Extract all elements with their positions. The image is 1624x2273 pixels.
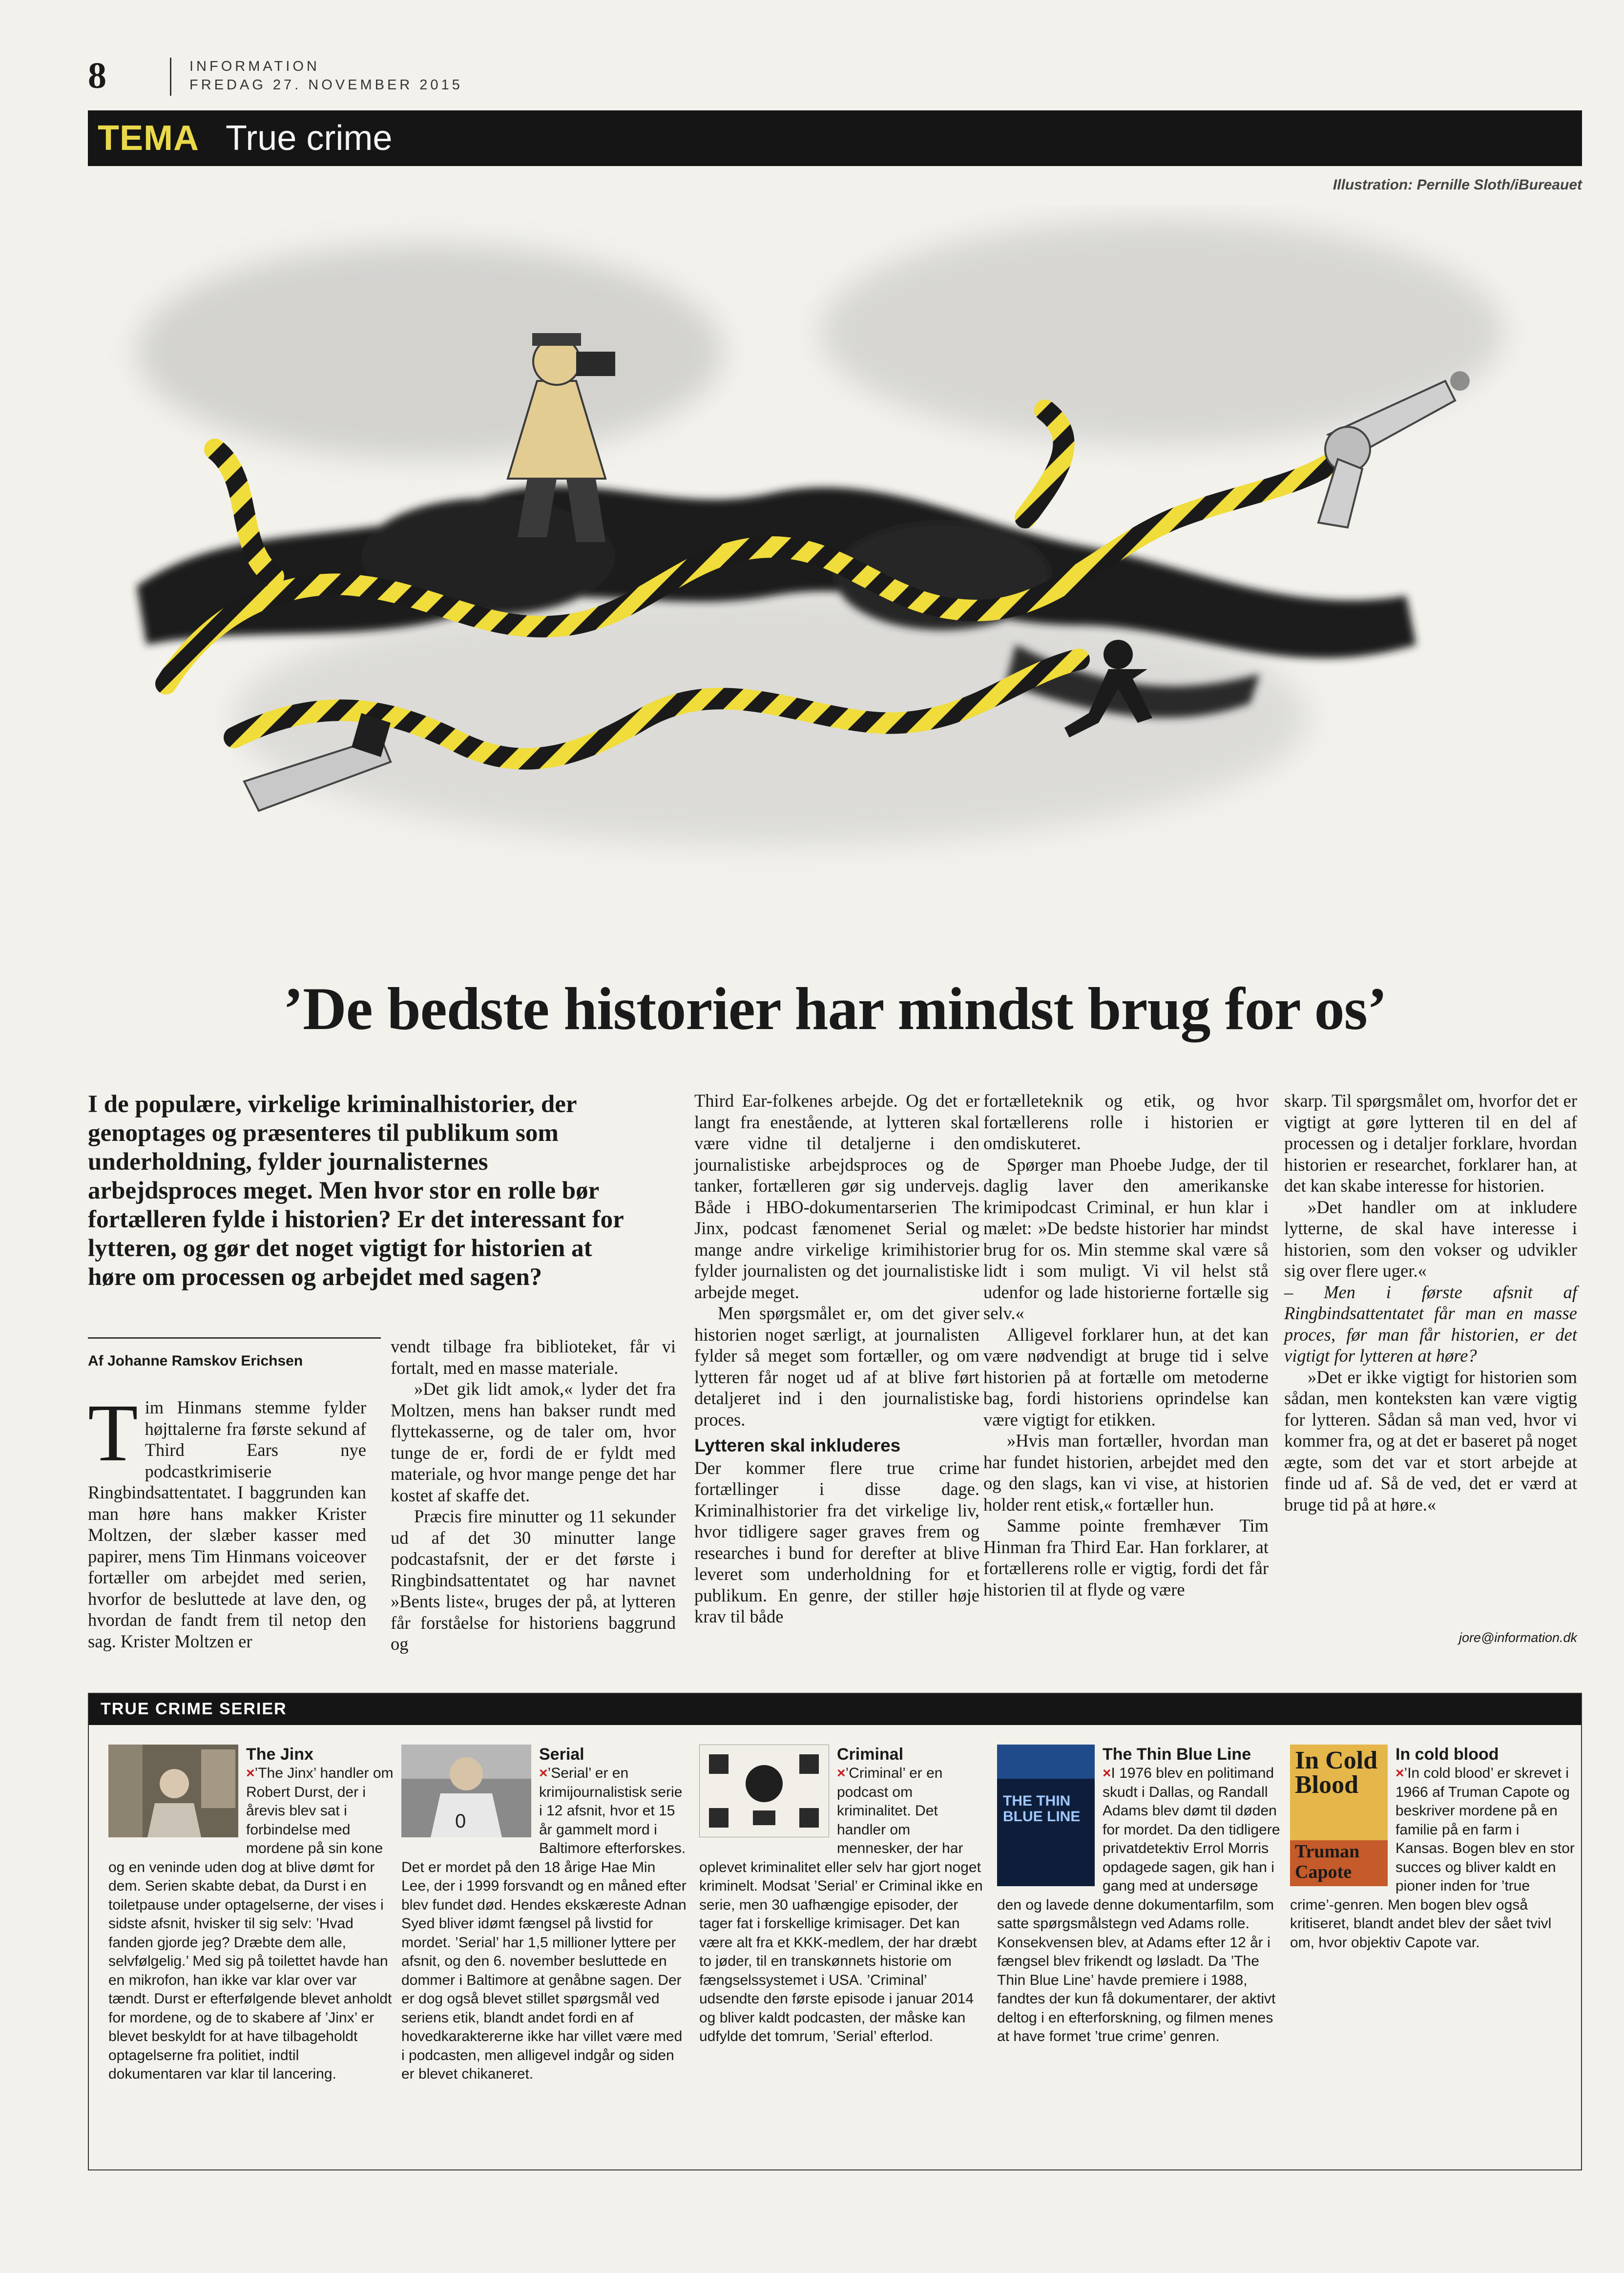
entry-text: ’Serial’ er en krimijournalistisk serie i 12 afsnit, hvor et 15 år gammelt mord i Baltimore efterforskes. Det er mordet på den 18 årige Hae Min Lee, der i 1999 forsvandt og en måned efter blev fundet død. Hendes ekskæreste Adnan Syed bliver idømt fængsel på livstid for mordet. ’Serial’ har 1,5 millioner lyttere per afsnit, og den 6. november besluttede en dommer i Baltimore at genåbne sagen. Der er dog også blevet stillet spørgsmål ved seriens etik, blandt andet fordi en af hovedkaraktererne ikke har villet være med i podcasten, men alligevel indgår og siden er blevet chikaneret.	[401, 1765, 687, 2082]
red-x-icon: ×	[1395, 1765, 1404, 1781]
drop-cap: T	[88, 1388, 138, 1478]
entry-title: In cold blood	[1395, 1745, 1499, 1764]
sidebar-entry-criminal	[699, 1745, 984, 2046]
sidebar-entry-serial	[401, 1745, 687, 2084]
paper-name: INFORMATION	[189, 59, 320, 74]
article-column-1	[88, 1388, 366, 1652]
sidebar-entry-the-jinx	[108, 1745, 394, 2084]
lead-paragraph: I de populære, virkelige kriminalhistorier, der genoptages og præsenteres til publikum som underholdning, fylder journalisternes arbejdsproces meget. Men hvor stor en rolle bør fortælleren fylde i historien? Er det interessant for lytteren, og gør det noget vigtigt for historien at høre om processen og arbejdet med sagen?	[88, 1091, 624, 1291]
entry-text: ’The Jinx’ handler om Robert Durst, der i årevis blev sat i forbindelse med mordene på sin kone og en veninde uden dog at blive dømt for dem. Serien skabte debat, da Durst i en toiletpause under optagelserne, der vises i sidste afsnit, hvisker til sig selv: ’Hvad fanden gjorde jeg? Dræbte dem alle, selvfølgelig.’ Med sig på toilettet havde han en mikrofon, han ikke var klar over var tændt. Durst er efterfølgende blevet anholdt for mordene, og de to skabere af ’Jinx’ er blevet beskyldt for at have tilbageholdt optagelserne fra politiet, indtil dokumentaren var klar til lancering.	[108, 1765, 394, 2082]
article-text: im Hinmans stemme fylder højttalerne fra første sekund af Third Ears nye podcastkrimiserie Ringbindsattentatet. I baggrunden kan man høre hans makker Krister Moltzen, der slæber kasser med papirer, mens Tim Hinmans voiceover fortæller om arbejdet med serien, hvorfor de besluttede at lave den, og hvordan de fandt frem til netop den sag. Krister Moltzen er	[88, 1397, 366, 1651]
article-paragraph: Præcis fire minutter og 11 sekunder ud af det 30 minutter lange podcastafsnit, der er det første i Ringbindsattentatet og har navnet »Bents liste«, bruges der på, at lytteren får forståelse for historiens baggrund og	[391, 1506, 676, 1654]
sidebar-title: TRUE CRIME SERIER	[101, 1700, 287, 1718]
article-paragraph: »Det er ikke vigtigt for historien som sådan, men konteksten kan være vigtig for lytteren. Sådan så man ved, hvor vi kommer fra, og at det er baseret på noget ægte, som det var et stort arbejde at finde ud af. Så de ved, det er værd at bruge tid på at høre.«	[1284, 1367, 1577, 1515]
serial-photo	[401, 1745, 531, 1837]
svg-text:0: 0	[455, 1810, 466, 1832]
entry-title: The Thin Blue Line	[1103, 1745, 1251, 1764]
article-paragraph: »Hvis man fortæller, hvordan man har fundet historien, arbejdet med den og den slags, kan vi vise, at historien holder rent etisk,« fortæller hun.	[983, 1431, 1269, 1515]
entry-text: ’In cold blood’ er skrevet i 1966 af Truman Capote og beskriver mordene på en familie på en farm i Kansas. Bogen blev en stor succes og bliver kaldt en pioner inden for ’true crime’-genren. Men bogen blev også kritiseret, blandt andet blev der sået tvivl om, hvor objektiv Capote var.	[1290, 1765, 1575, 1951]
article-paragraph: fortælleteknik og etik, og hvor fortællerens rolle i historien er omdiskuteret.	[983, 1091, 1269, 1153]
article-column-2	[391, 1336, 676, 1655]
red-x-icon: ×	[539, 1765, 548, 1781]
the-thin-blue-line-cover	[997, 1745, 1095, 1886]
red-x-icon: ×	[246, 1765, 255, 1781]
article-paragraph: »Det gik lidt amok,« lyder det fra Moltzen, mens han bakser rundt med flyttekasserne, og de taler om, hvor tunge de er, fordi de er fyldt med materiale, og hvor mange penge det har kostet af skaffe det.	[391, 1379, 676, 1505]
illustration-credit: Illustration: Pernille Sloth/iBureauet	[1333, 177, 1582, 193]
article-paragraph: skarp. Til spørgsmålet om, hvorfor det er vigtigt at gøre lytteren til en del af processen og i detaljer forklare, hvordan historien er researchet, forklarer han, at det kan skabe interesse for historien.	[1284, 1091, 1577, 1196]
article-column-4	[983, 1090, 1269, 1600]
masthead-divider	[170, 58, 171, 96]
cover-band	[997, 1745, 1095, 1779]
article-column-5	[1284, 1090, 1577, 1652]
interview-question: – Men i første afsnit af Ringbindsattentatet får man en masse proces, før man får historien, er det vigtigt for lytteren at høre?	[1284, 1282, 1577, 1366]
section-bar	[88, 110, 1582, 166]
article-paragraph: vendt tilbage fra biblioteket, får vi fortalt, med en masse materiale.	[391, 1336, 676, 1378]
page-number: 8	[88, 55, 106, 96]
cover-title: In Cold Blood	[1295, 1747, 1378, 1799]
article-paragraph: Third Ear-folkenes arbejde. Og det er langt fra enestående, at lytteren skal være vidne til detaljerne i den journalistiske arbejdsproces og de tanker, fortælleren gør sig undervejs. Både i HBO-dokumentarserien The Jinx, podcast fænomenet Serial og mange andre virkelige krimihistorier fylder journalisten og det journalistiske arbejde meget.	[694, 1091, 979, 1302]
article-paragraph: Samme pointe fremhæver Tim Hinman fra Third Ear. Han forklarer, at fortællerens rolle er vigtig, fordi det får historien til at flyde og være	[983, 1515, 1269, 1600]
author-email[interactable]: jore@information.dk	[1458, 1630, 1577, 1645]
entry-text: ’Criminal’ er en podcast om kriminalitet. Det handler om mennesker, der har oplevet kriminalitet eller selv har gjort noget kriminelt. Modsat ’Serial’ er Criminal ikke en serie, men 30 uafhængige episoder, der tager fat i forskellige krimisager. Det kan være alt fra et KKK-medlem, der har dræbt to jøder, til en transkønnets historie om fængselssystemet i USA. ’Criminal’ udsendte den første episode i januar 2014 og bliver kaldt podcasten, der måske kan udfylde det tomrum, ’Serial’ efterlod.	[699, 1765, 983, 2044]
byline-rule	[88, 1337, 381, 1339]
entry-title: Serial	[539, 1745, 584, 1764]
red-x-icon: ×	[837, 1765, 846, 1781]
the-jinx-photo	[108, 1745, 238, 1837]
article-paragraph: Men spørgsmålet er, om det giver historien noget særligt, at journalisten fylder så meget som fortæller, og om lytteren får noget ud af at blive ført detaljeret ind i den journalistiske proces.	[694, 1303, 979, 1430]
byline: Af Johanne Ramskov Erichsen	[88, 1353, 303, 1369]
entry-title: The Jinx	[246, 1745, 313, 1764]
paper-date: FREDAG 27. NOVEMBER 2015	[189, 77, 463, 93]
article-paragraph: Alligevel forklarer hun, at det kan være nødvendigt at bruge tid i selve historien på at fortælle om metoderne bag, fordi historiens oprindelse kan være vigtigt for etikken.	[983, 1324, 1269, 1430]
article-paragraph: »Det handler om at inkludere lytterne, de skal have interesse i historien, som den vokser og udvikler sig over flere uger.«	[1284, 1197, 1577, 1281]
sidebar-entry-the-thin-blue-line	[997, 1745, 1282, 2046]
section-name: True crime	[226, 119, 393, 158]
red-x-icon: ×	[1103, 1765, 1111, 1781]
entry-text: I 1976 blev en politimand skudt i Dallas, og Randall Adams blev dømt til døden for mordet. Da den tidligere privatdetektiv Errol Morris opdagede sagen, gik han i gang med at undersøge den og lavede denne dokumentarfilm, som satte spørgsmålstegn ved Adams rolle. Konsekvensen blev, at Adams efter 12 år i fængsel blev frikendt og løsladt. Da ’The Thin Blue Line’ havde premiere i 1988, fandtes der kun få dokumentarer, der aktivt deltog i en efterforskning, og filmen menes at have formet ’true crime’ genren.	[997, 1765, 1280, 2044]
entry-title: Criminal	[837, 1745, 904, 1764]
article-first-paragraph	[88, 1388, 366, 1652]
article-paragraph: Spørger man Phoebe Judge, der til daglig laver den amerikanske krimipodcast Criminal, er hun klar i mælet: »De bedste historier har mindst brug for os. Min stemme skal være så lidt i som muligt. Vi vil helst stå udenfor og lade historierne fortælle sig selv.«	[983, 1154, 1269, 1323]
article-column-3	[694, 1090, 979, 1627]
true-crime-sidebar	[88, 1693, 1582, 2170]
illustration	[88, 205, 1582, 928]
headline: ’De bedste historier har mindst brug for os’	[283, 975, 1387, 1042]
sidebar-entry-in-cold-blood	[1290, 1745, 1575, 1952]
criminal-cover	[699, 1745, 829, 1837]
subheading: Lytteren skal inkluderes	[694, 1435, 901, 1455]
article-paragraph: Der kommer flere true crime fortællinger i disse dage. Kriminalhistorier fra det virkelige liv, hvor tidligere sager graves frem og researches i bund for derefter at blive leveret som underholdning for et publikum. En genre, der stiller høje krav til både	[694, 1457, 979, 1626]
sidebar-header	[89, 1694, 1581, 1725]
cover-title: THE THIN BLUE LINE	[1003, 1793, 1081, 1825]
tema-label: TEMA	[98, 119, 199, 158]
in-cold-blood-cover	[1290, 1745, 1388, 1886]
cover-author: Truman Capote	[1295, 1841, 1360, 1882]
